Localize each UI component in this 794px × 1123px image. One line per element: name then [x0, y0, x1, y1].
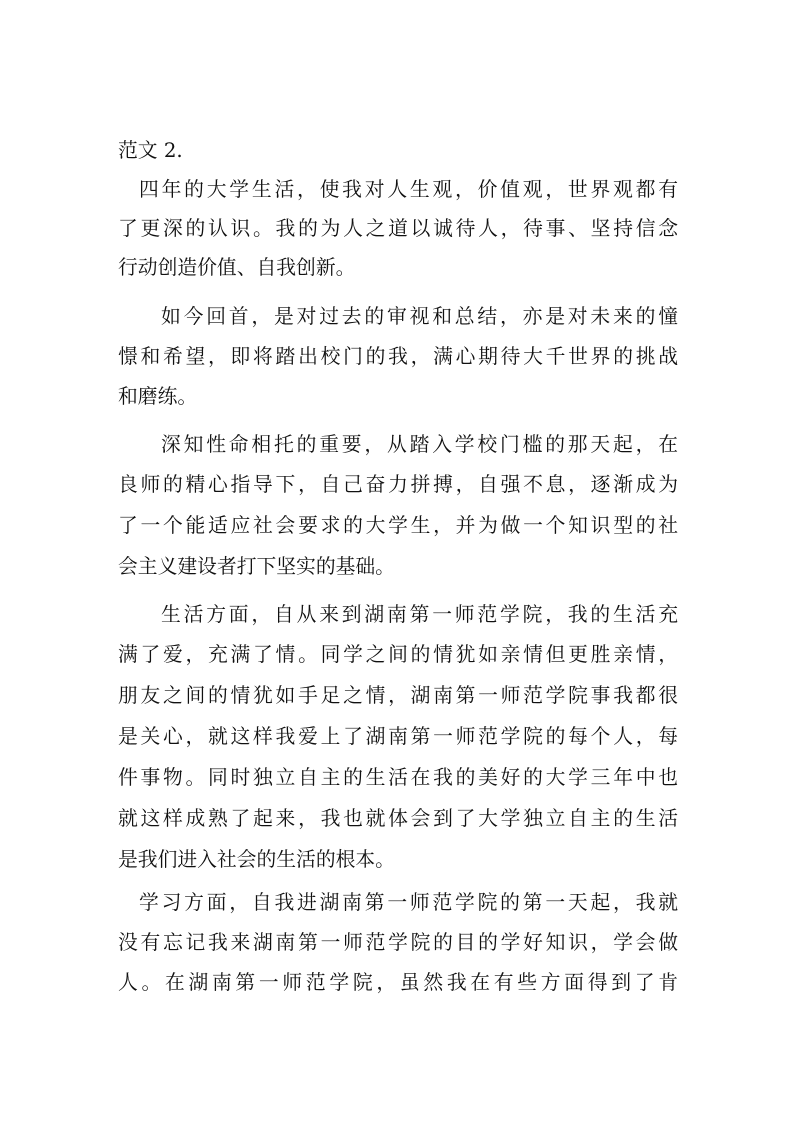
paragraph-line: 就这样成熟了起来，我也就体会到了大学独立自主的生活 — [118, 807, 678, 830]
paragraph-line: 人。在湖南第一师范学院，虽然我在有些方面得到了肯 — [118, 971, 678, 994]
paragraph-line: 生活方面，自从来到湖南第一师范学院，我的生活充 — [161, 603, 678, 626]
paragraph-line: 如今回首，是对过去的审视和总结，亦是对未来的憧 — [161, 305, 678, 328]
paragraph-line: 是我们进入社会的生活的根本。 — [118, 848, 395, 871]
paragraph-line: 行动创造价值、自我创新。 — [118, 256, 356, 279]
paragraph-line: 深知性命相托的重要，从踏入学校门槛的那天起，在 — [161, 433, 678, 456]
paragraph-line: 四年的大学生活，使我对人生观，价值观，世界观都有 — [139, 178, 678, 201]
paragraph-line: 了一个能适应社会要求的大学生，并为做一个知识型的社 — [118, 514, 678, 537]
paragraph-line: 没有忘记我来湖南第一师范学院的目的学好知识，学会做 — [118, 931, 678, 954]
paragraph-line: 学习方面，自我进湖南第一师范学院的第一天起，我就 — [139, 891, 678, 914]
paragraph-line: 了更深的认识。我的为人之道以诚待人，待事、坚持信念 — [118, 217, 678, 240]
paragraph-line: 和磨练。 — [118, 385, 198, 408]
paragraph-line: 憬和希望，即将踏出校门的我，满心期待大千世界的挑战 — [118, 345, 678, 368]
paragraph-line: 件事物。同时独立自主的生活在我的美好的大学三年中也 — [118, 766, 678, 789]
paragraph-line: 朋友之间的情犹如手足之情，湖南第一师范学院事我都很 — [118, 684, 678, 707]
paragraph-line: 会主义建设者打下坚实的基础。 — [118, 555, 395, 578]
paragraph-line: 满了爱，充满了情。同学之间的情犹如亲情但更胜亲情， — [118, 643, 678, 666]
document-heading: 范文 2. — [118, 139, 183, 162]
paragraph-line: 良师的精心指导下，自己奋力拼搏，自强不息，逐渐成为 — [118, 473, 678, 496]
paragraph-line: 是关心，就这样我爱上了湖南第一师范学院的每个人，每 — [118, 725, 678, 748]
